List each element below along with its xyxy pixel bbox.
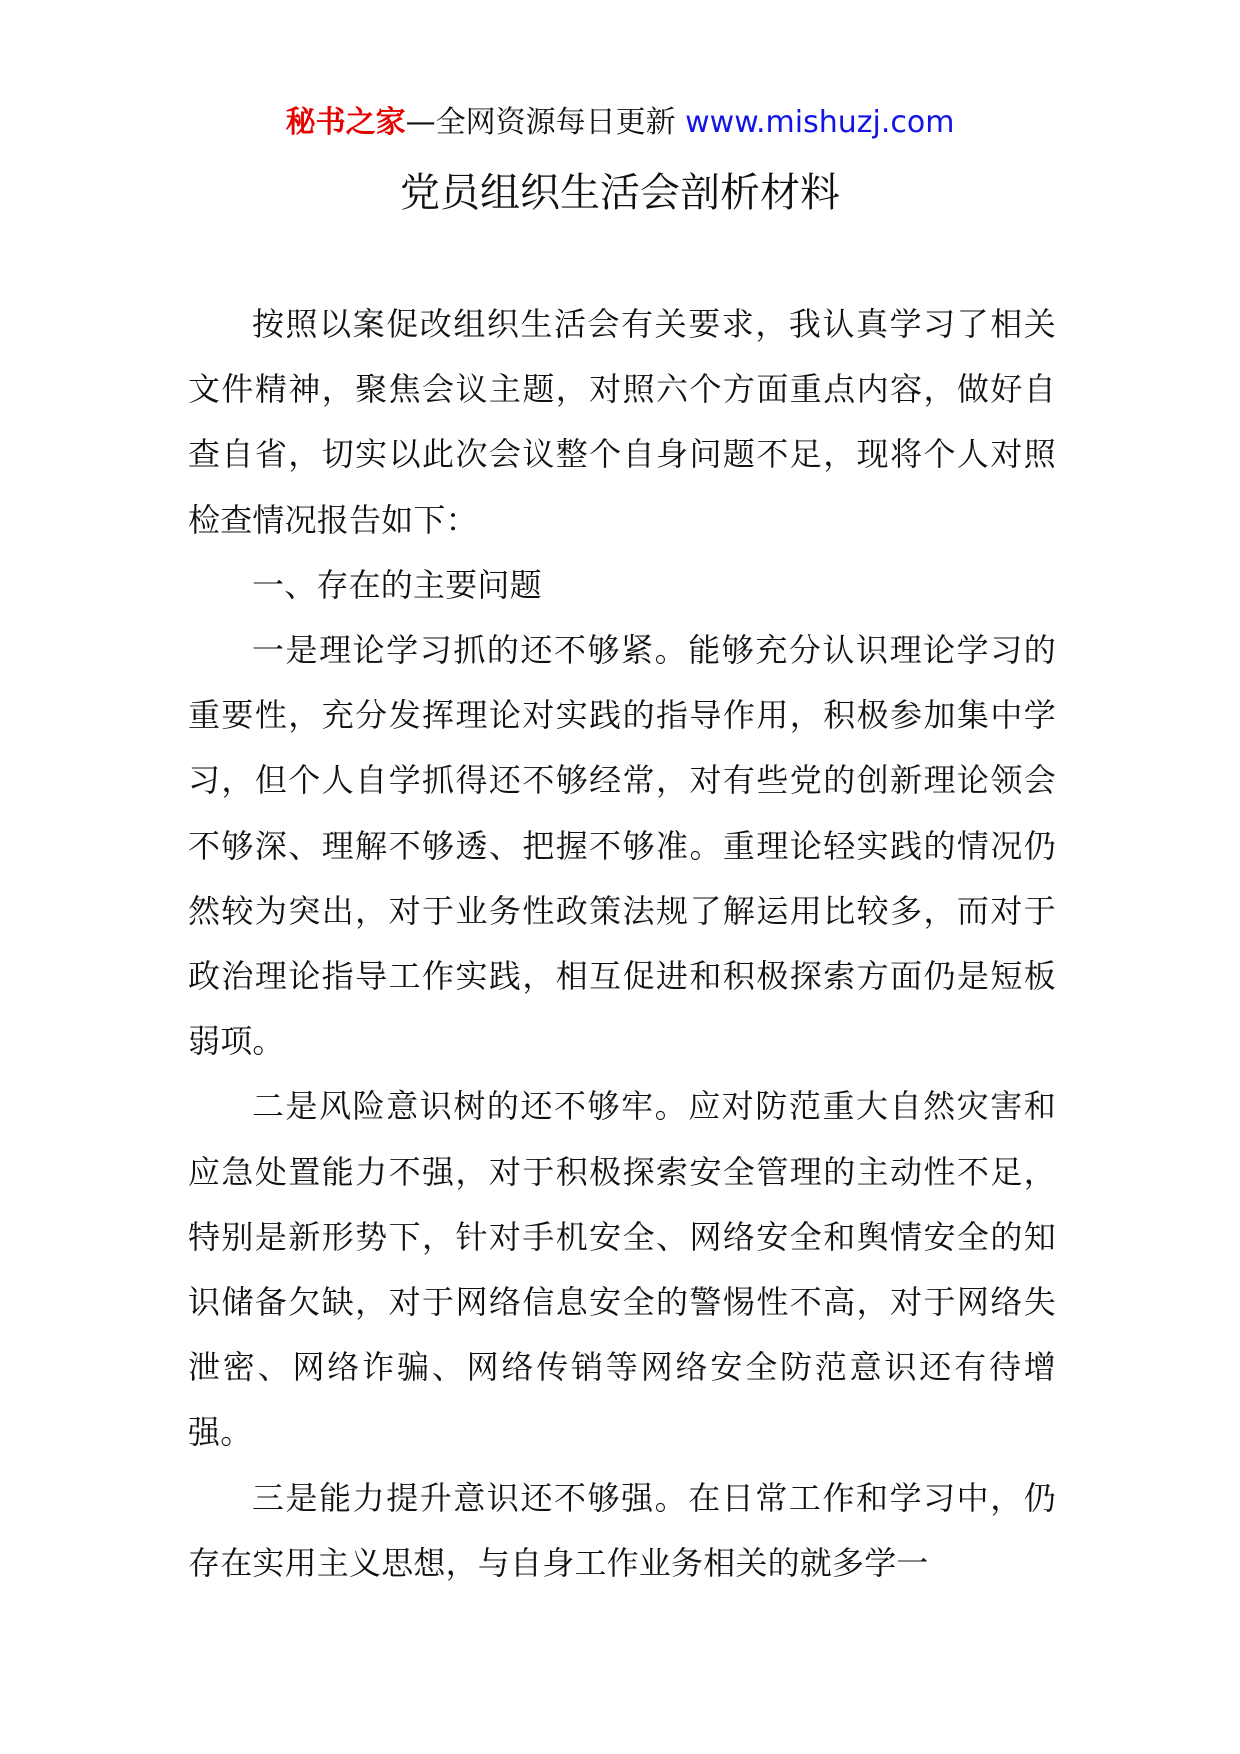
watermark-header <box>0 98 1240 148</box>
section-heading: 一、存在的主要问题 <box>252 565 542 604</box>
site-url[interactable]: www.mishuzj.com <box>685 105 955 140</box>
intro-paragraph: 按照以案促改组织生活会有关要求，我认真学习了相关文件精神，聚焦会议主题，对照六个方面重点内容，做好自查自省，切实以此次会议整个自身问题不足，现将个人对照检查情况报告如下： <box>188 305 1056 539</box>
brand-name: 秘书之家 <box>285 105 406 140</box>
document-body <box>188 292 1056 1596</box>
issue-paragraph-1: 一是理论学习抓的还不够紧。能够充分认识理论学习的重要性，充分发挥理论对实践的指导作用，积极参加集中学习，但个人自学抓得还不够经常，对有些党的创新理论领会不够深、理解不够透、把握不够准。重理论轻实践的情况仍然较为突出，对于业务性政策法规了解运用比较多，而对于政治理论指导工作实践，相互促进和积极探索方面仍是短板弱项。 <box>188 631 1056 1061</box>
issue-paragraph-3: 三是能力提升意识还不够强。在日常工作和学习中，仍存在实用主义思想，与自身工作业务相关的就多学一 <box>188 1478 1056 1582</box>
document-title: 党员组织生活会剖析材料 <box>400 170 840 216</box>
issue-paragraph-2: 二是风险意识树的还不够牢。应对防范重大自然灾害和应急处置能力不强，对于积极探索安全管理的主动性不足，特别是新形势下，针对手机安全、网络安全和舆情安全的知识储备欠缺，对于网络信息安全的警惕性不高，对于网络失泄密、网络诈骗、网络传销等网络安全防范意识还有待增强。 <box>188 1087 1056 1452</box>
header-slogan: —全网资源每日更新 <box>405 105 686 140</box>
